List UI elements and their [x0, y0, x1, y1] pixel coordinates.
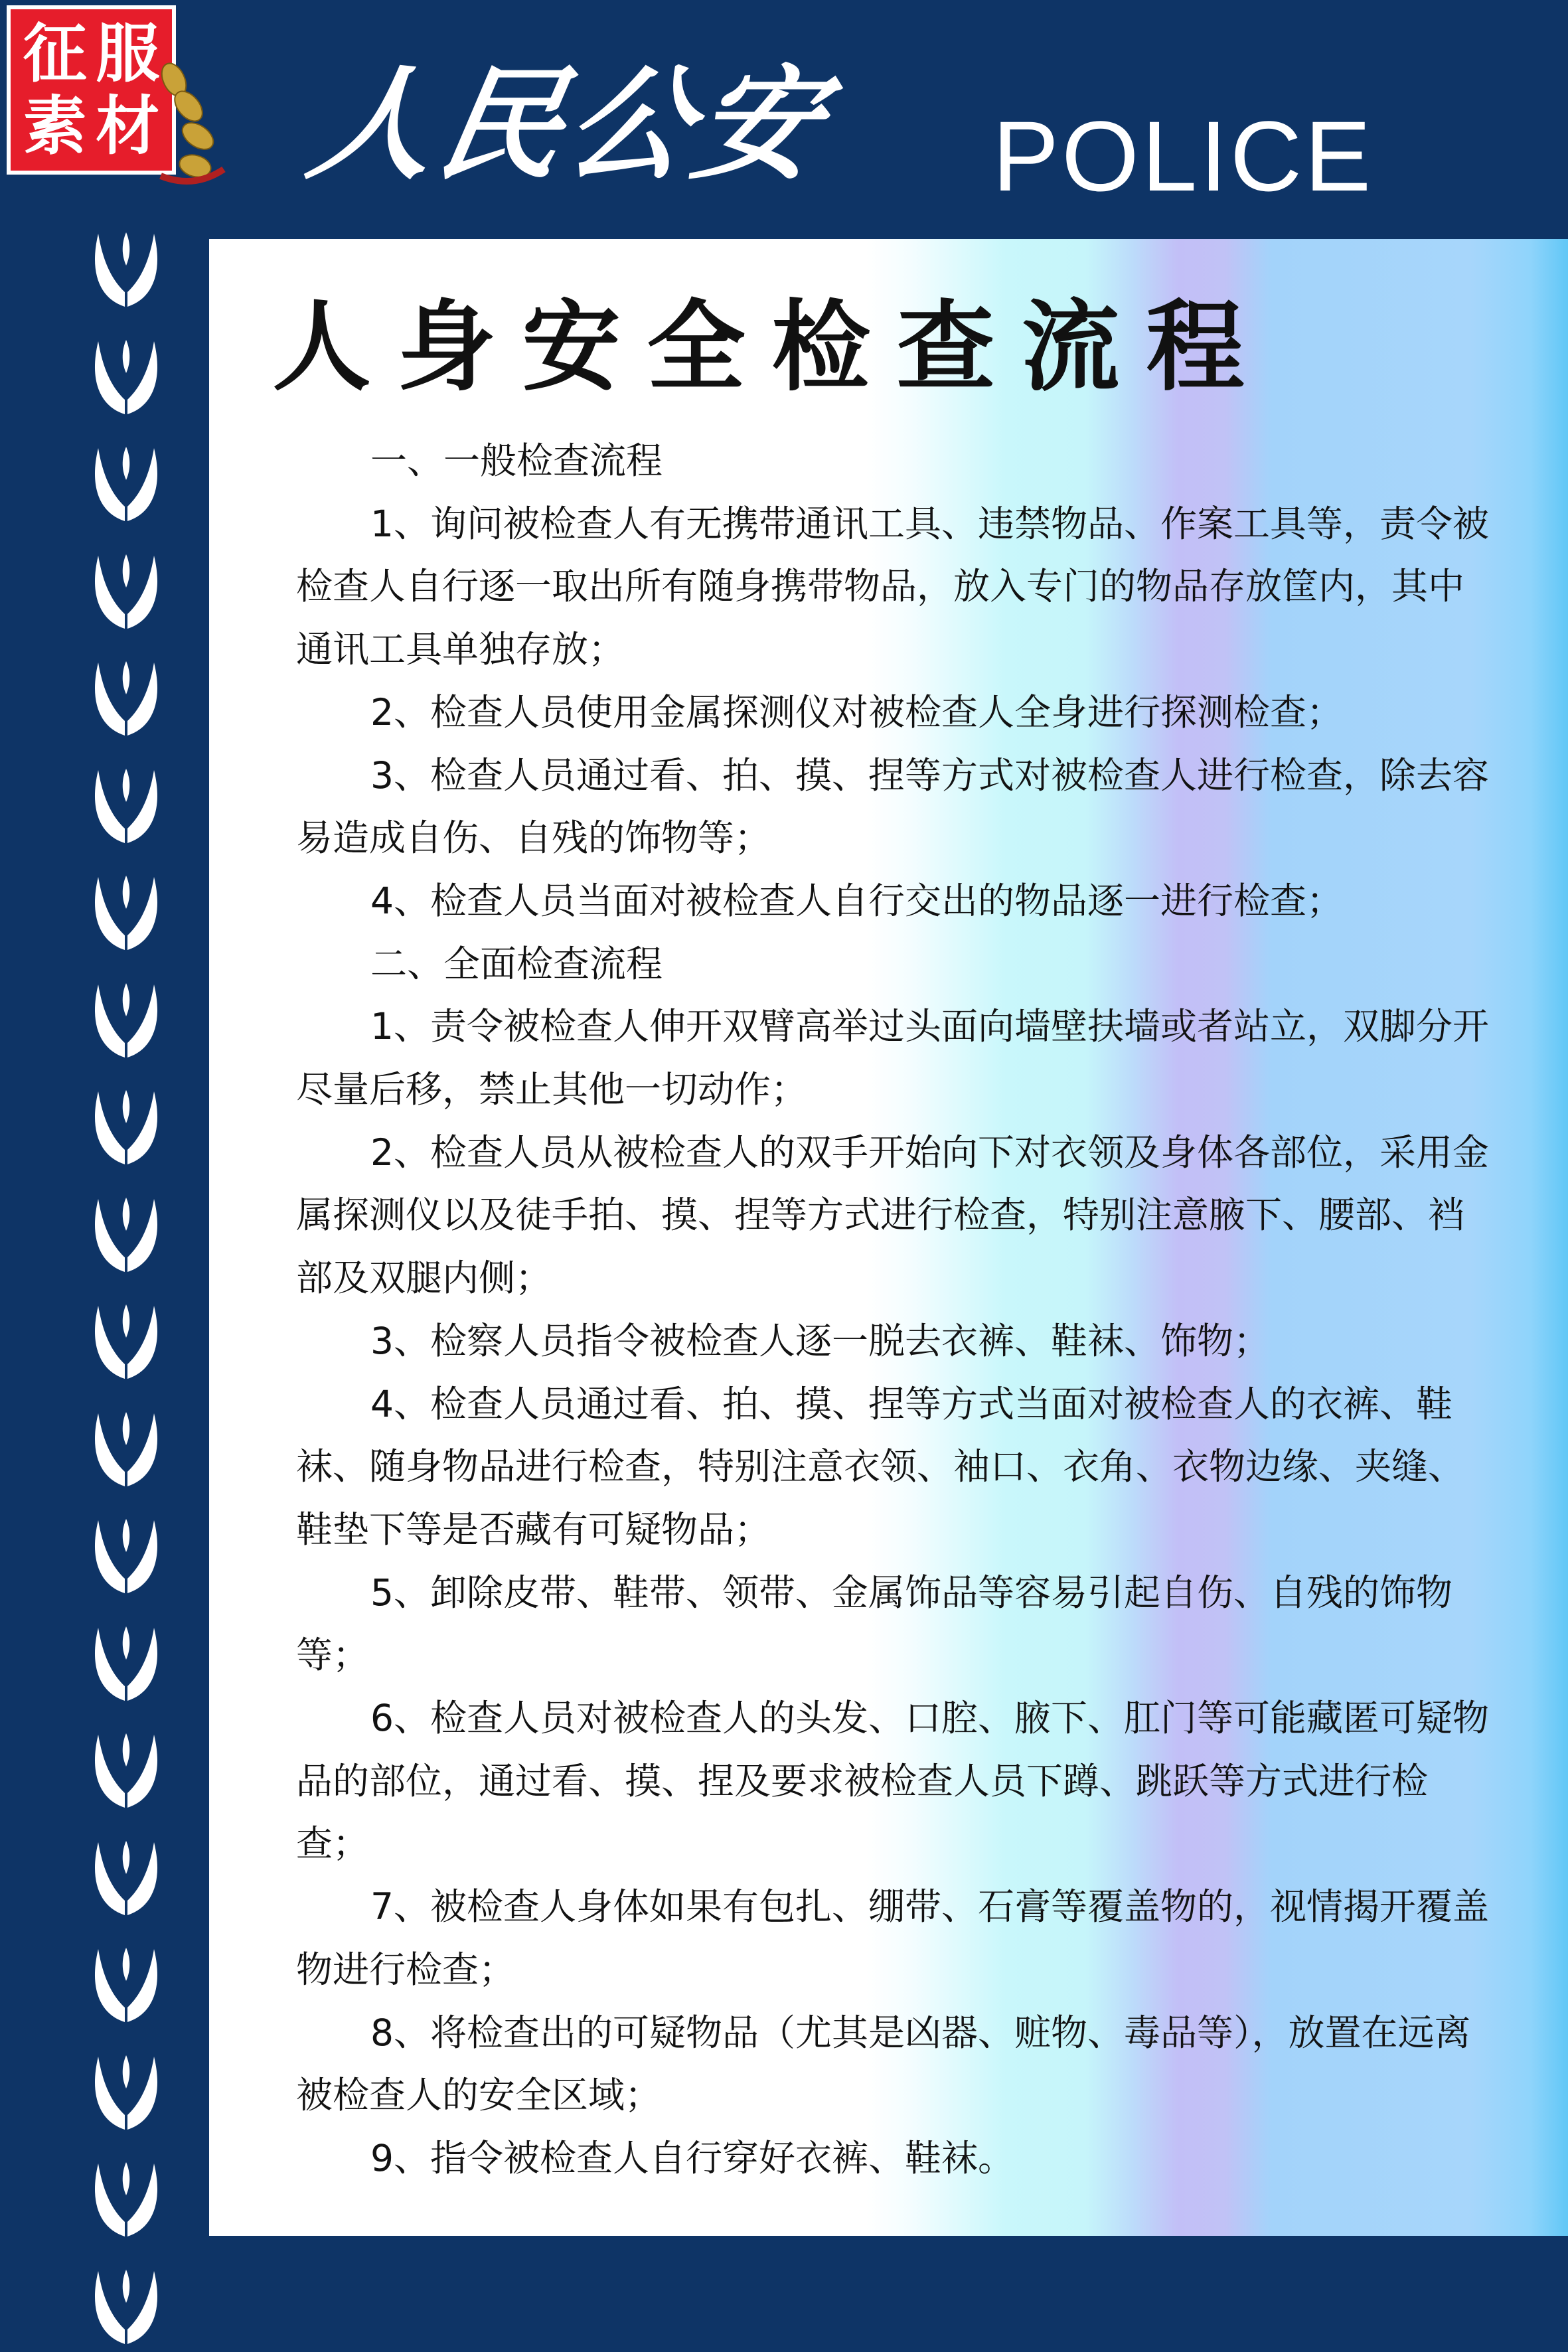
procedure-item: 5、卸除皮带、鞋带、领带、金属饰品等容易引起自伤、自残的饰物等； — [296, 1571, 1452, 1677]
police-label: POLICE — [992, 100, 1374, 212]
wheat-ornament-icon — [86, 1184, 166, 1277]
wheat-ornament-icon — [86, 219, 166, 312]
wheat-ornament-icon — [86, 2042, 166, 2135]
wheat-ornament-icon — [86, 541, 166, 634]
watermark-stamp — [7, 5, 176, 175]
wheat-ornament-icon — [86, 648, 166, 741]
wheat-ornament-icon — [86, 1506, 166, 1599]
wheat-ornament-icon — [86, 1077, 166, 1170]
wheat-ornament-icon — [86, 2256, 166, 2349]
procedure-item: 1、责令被检查人伸开双臂高举过头面向墙壁扶墙或者站立，双脚分开尽量后移，禁止其他一切动作； — [296, 1005, 1489, 1111]
stamp-char: 服 — [96, 16, 160, 91]
procedure-item: 2、检查人员使用金属探测仪对被检查人全身进行探测检查； — [370, 690, 1343, 734]
procedure-item: 6、检查人员对被检查人的头发、口腔、腋下、肛门等可能藏匿可疑物品的部位，通过看、摸、捏及要求被检查人员下蹲、跳跃等方式进行检查； — [296, 1697, 1489, 1865]
procedure-item: 9、指令被检查人自行穿好衣裤、鞋袜。 — [370, 2136, 1014, 2179]
wheat-ornament-icon — [86, 433, 166, 526]
wheat-ornament-icon — [86, 1613, 166, 1706]
stamp-char: 素 — [23, 89, 87, 164]
wheat-ornament-icon — [86, 2149, 166, 2242]
wheat-ornament-icon — [86, 1934, 166, 2027]
stamp-char: 征 — [23, 16, 87, 91]
wheat-ornament-icon — [86, 970, 166, 1063]
wheat-ornament-icon — [86, 1828, 166, 1921]
procedure-item: 4、检查人员通过看、拍、摸、捏等方式当面对被检查人的衣裤、鞋袜、随身物品进行检查，特别注意衣领、袖口、衣角、衣物边缘、夹缝、鞋垫下等是否藏有可疑物品； — [296, 1382, 1465, 1551]
procedure-item: 3、检查人员通过看、拍、摸、捏等方式对被检查人进行检查，除去容易造成自伤、自残的饰物等； — [296, 753, 1489, 860]
brand-title: 人民公安 — [299, 52, 838, 196]
section-heading: 一、一般检查流程 — [370, 439, 663, 482]
content-panel — [209, 239, 1568, 2236]
wheat-ornament-icon — [86, 1291, 166, 1384]
wheat-ornament-icon — [86, 755, 166, 848]
procedure-item: 1、询问被检查人有无携带通讯工具、违禁物品、作案工具等，责令被检查人自行逐一取出所有随身携带物品，放入专门的物品存放筐内，其中通讯工具单独存放； — [296, 502, 1489, 671]
procedure-item: 7、被检查人身体如果有包扎、绷带、石膏等覆盖物的，视情揭开覆盖物进行检查； — [296, 1885, 1489, 1991]
section-heading: 二、全面检查流程 — [370, 942, 663, 985]
wheat-ornament-icon — [86, 327, 166, 420]
wheat-ornament-icon — [86, 862, 166, 955]
page-title: 人身安全检查流程 — [272, 289, 1271, 404]
procedure-text — [296, 430, 1491, 2190]
wheat-ornament-icon — [86, 1399, 166, 1492]
procedure-item: 8、将检查出的可疑物品（尤其是凶器、赃物、毒品等），放置在远离被检查人的安全区域； — [296, 2011, 1471, 2117]
procedure-item: 4、检查人员当面对被检查人自行交出的物品逐一进行检查； — [370, 879, 1343, 922]
procedure-item: 3、检察人员指令被检查人逐一脱去衣裤、鞋袜、饰物； — [370, 1319, 1270, 1362]
stamp-char: 材 — [96, 89, 160, 164]
wheat-ornament-icon — [86, 1720, 166, 1813]
procedure-item: 2、检查人员从被检查人的双手开始向下对衣领及身体各部位，采用金属探测仪以及徒手拍、摸、捏等方式进行检查，特别注意腋下、腰部、裆部及双腿内侧； — [296, 1131, 1489, 1300]
badge-emblem-icon — [154, 40, 227, 193]
